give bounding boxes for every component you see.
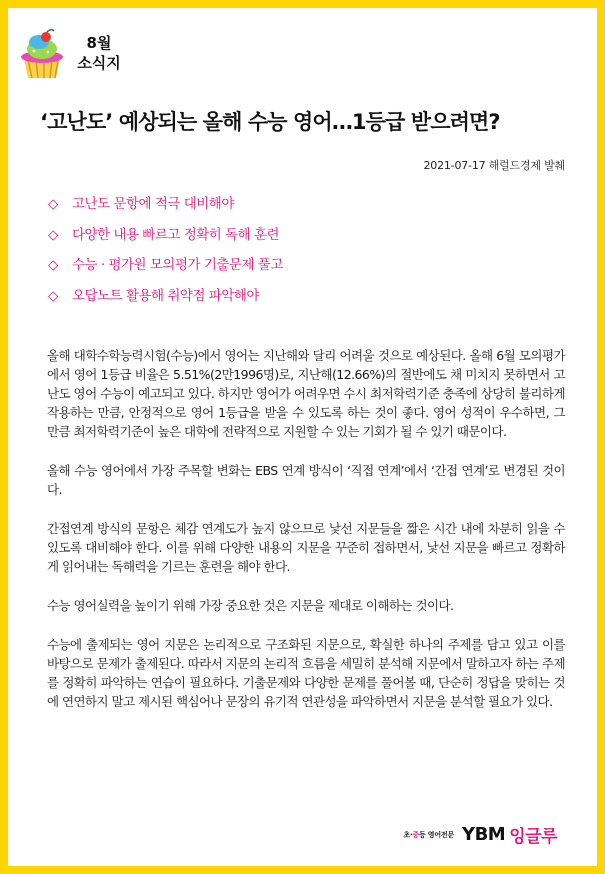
diamond-icon: ◇ [48, 257, 58, 273]
article-paragraph: 간접연계 방식의 문항은 체감 연계도가 높지 않으므로 낯선 지문들을 짧은 시간 내에 차분히 읽을 수 있도록 대비해야 한다. 이를 위해 다양한 내용의 지문을 꾸준히 접하면서, 낯선 지문을 빠르고 정확하게 읽어내는 독해력을 기르는 훈련을 해야 한다. [47, 521, 565, 574]
article-body [47, 346, 565, 731]
brand-tagline [403, 830, 454, 840]
highlight-item [48, 281, 283, 312]
highlight-text: 오답노트 활용해 취약점 파악해야 [72, 287, 259, 304]
article-paragraph: 수능 영어실력을 높이기 위해 가장 중요한 것은 지문을 제대로 이해하는 것이다. [47, 598, 454, 613]
newsletter-text: 소식지 [77, 54, 121, 72]
diamond-icon: ◇ [48, 287, 58, 304]
highlight-text: 수능 · 평가원 모의평가 기출문제 풀고 [72, 257, 283, 273]
brand-footer [403, 822, 557, 847]
ybm-logo: YBM [462, 824, 506, 845]
article-paragraph: 올해 대학수학능력시험(수능)에서 영어는 지난해와 달리 어려울 것으로 예상된다. 올해 6월 모의평가에서 영어 1등급 비율은 5.51%(2만1996명)로, 지난해(12.66%)의 절반에도 채 미치지 못하면서 고난도 영어 수능이 예고되고 있다. 하지만 영어가 어려우면 수시 최저학력기준 충족에 상당히 불리하게 작용하는 만큼, 안정적으로 영어 1등급을 받을 수 있도록 하는 것이 좋다. 영어 성적이 우수하면, 그 만큼 최저학력기준이 높은 대학에 전략적으로 지원할 수 있는 기회가 될 수 있기 때문이다. [47, 348, 565, 439]
article-paragraph: 수능에 출제되는 영어 지문은 논리적으로 구조화된 지문으로, 확실한 하나의 주제를 담고 있고 이를 바탕으로 문제가 출제된다. 따라서 지문의 논리적 흐름을 세밀히 분석해 지문에서 말하고자 하는 주제를 정확히 파악하는 연습이 필요하다. 기출문제와 다양한 문제를 풀어볼 때, 단순히 정답을 맞히는 것에 연연하지 말고 제시된 핵심어나 문장의 유기적 연관성을 파악하면서 지문을 분석할 필요가 있다. [47, 637, 565, 709]
highlight-text: 고난도 문항에 적극 대비해야 [72, 196, 234, 212]
issue-label [54, 33, 144, 73]
tagline-highlight: 중 [412, 830, 419, 839]
diamond-icon: ◇ [48, 196, 58, 212]
newsletter-page [8, 8, 597, 866]
article-paragraph: 올해 수능 영어에서 가장 주목할 변화는 EBS 연계 방식이 ‘직접 연계’에서 ‘간접 연계’로 변경된 것이다. [47, 463, 565, 497]
tagline-part: 등 영어전문 [418, 830, 455, 839]
article-source: 2021-07-17 해럴드경제 발췌 [423, 159, 565, 172]
article-headline: ‘고난도’ 예상되는 올해 수능 영어…1등급 받으려면? [40, 110, 500, 134]
tagline-part: 초· [403, 830, 413, 839]
highlight-text: 다양한 내용 빠르고 정확히 독해 훈련 [72, 226, 280, 243]
highlight-item [48, 250, 283, 281]
month-text: 8월 [86, 34, 112, 52]
highlight-item [48, 189, 283, 220]
highlight-item [48, 220, 283, 251]
highlight-list [48, 189, 283, 311]
diamond-icon: ◇ [48, 226, 58, 243]
brand-name: 잉글루 [509, 827, 557, 847]
